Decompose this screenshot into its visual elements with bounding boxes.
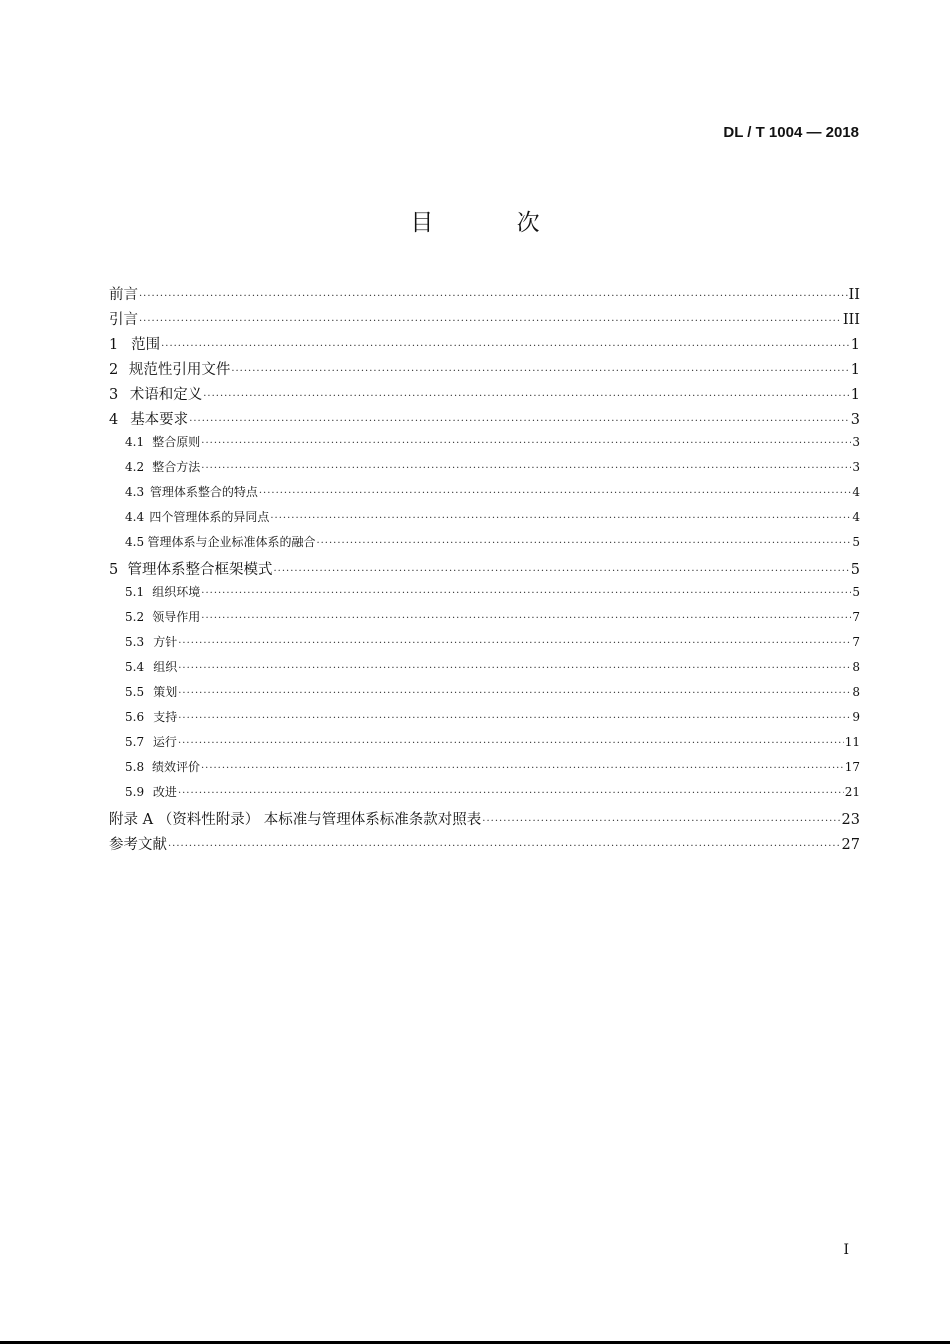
toc-entry-label: 四个管理体系的异同点	[149, 510, 270, 524]
toc-entry-page: 3	[852, 435, 860, 449]
toc-entry[interactable]	[109, 708, 860, 733]
toc-entry-number: 5.5	[125, 685, 145, 699]
toc-entry-page: 3	[850, 412, 860, 428]
toc-entry-number: 5.3	[125, 635, 145, 649]
toc-entry[interactable]	[109, 483, 860, 508]
toc-leader-dots	[178, 788, 844, 799]
toc-entry-number: 5.8	[125, 760, 145, 774]
toc-entry[interactable]	[109, 458, 860, 483]
toc-entry-label: 运行	[152, 735, 177, 749]
toc-entry[interactable]	[109, 308, 860, 333]
toc-entry-label: 策划	[153, 685, 178, 699]
toc-entry-page: 4	[852, 485, 860, 499]
toc-entry-label: 领导作用	[152, 610, 201, 624]
toc-entry-page: 1	[850, 362, 860, 378]
toc-entry-number: 5.9	[125, 785, 145, 799]
toc-entry[interactable]	[109, 508, 860, 533]
toc-entry-number: 4.2	[125, 460, 145, 474]
toc-entry-label: 组织	[153, 660, 178, 674]
toc-entry[interactable]	[109, 733, 860, 758]
page-number: I	[843, 1242, 849, 1258]
toc-entry[interactable]	[109, 758, 860, 783]
toc-leader-dots	[273, 566, 849, 577]
toc-entry[interactable]	[109, 408, 860, 433]
toc-entry-number: 1	[109, 337, 119, 353]
toc-entry[interactable]	[109, 433, 860, 458]
toc-entry[interactable]	[109, 783, 860, 808]
toc-entry[interactable]	[109, 833, 860, 858]
toc-title: 目 次	[410, 210, 578, 236]
toc-entry-page: 17	[844, 760, 860, 774]
toc-leader-dots	[201, 463, 851, 474]
toc-entry[interactable]	[109, 533, 860, 558]
toc-entry-page: 4	[852, 510, 860, 524]
toc-leader-dots	[259, 488, 852, 499]
toc-entry[interactable]	[109, 583, 860, 608]
toc-leader-dots	[178, 688, 851, 699]
toc-entry-label: 管理体系整合框架模式	[127, 562, 273, 578]
toc-leader-dots	[201, 763, 844, 774]
toc-entry-page: 7	[852, 610, 860, 624]
toc-leader-dots	[178, 738, 844, 749]
toc-entry-label: 附录 A （资料性附录） 本标准与管理体系标准条款对照表	[109, 812, 482, 828]
toc-leader-dots	[168, 841, 841, 852]
toc-entry-page: 1	[850, 387, 860, 403]
toc-entry-number: 3	[109, 387, 119, 403]
toc-entry-label: 规范性引用文件	[128, 362, 231, 378]
toc-entry-label: 术语和定义	[129, 387, 203, 403]
toc-entry-number: 5.2	[125, 610, 145, 624]
toc-entry-label: 基本要求	[130, 412, 189, 428]
toc-entry-label: 组织环境	[152, 585, 201, 599]
toc-entry-label: 范围	[131, 337, 161, 353]
toc-leader-dots	[203, 391, 850, 402]
toc-entry-page: 11	[844, 735, 860, 749]
toc-leader-dots	[139, 291, 848, 302]
toc-leader-dots	[178, 713, 851, 724]
toc-entry[interactable]	[109, 633, 860, 658]
toc-entry[interactable]	[109, 808, 860, 833]
toc-entry-number: 4.3	[125, 485, 145, 499]
toc-entry-page: 8	[852, 660, 860, 674]
toc-entry-page: 23	[841, 812, 860, 828]
toc-entry[interactable]	[109, 383, 860, 408]
toc-entry-label: 整合方法	[152, 460, 201, 474]
standard-code: DL / T 1004 — 2018	[723, 124, 859, 141]
toc-entry-page: 8	[852, 685, 860, 699]
toc-entry[interactable]	[109, 683, 860, 708]
toc-entry-page: 5	[850, 562, 860, 578]
toc-entry-label: 引言	[109, 312, 138, 328]
toc-entry-number: 5.6	[125, 710, 145, 724]
toc-leader-dots	[270, 513, 851, 524]
toc-leader-dots	[201, 613, 851, 624]
toc-entry-label: 方针	[153, 635, 178, 649]
toc-entry-page: III	[842, 312, 860, 328]
toc-entry-label: 参考文献	[109, 837, 167, 853]
toc-leader-dots	[316, 538, 851, 549]
toc-entry[interactable]	[109, 333, 860, 358]
toc-leader-dots	[189, 416, 850, 427]
toc-entry[interactable]	[109, 608, 860, 633]
toc-entry-number: 4.4	[125, 510, 145, 524]
toc-leader-dots	[231, 366, 849, 377]
toc-entry-page: 1	[850, 337, 860, 353]
toc-entry-label: 管理体系与企业标准体系的融合	[147, 535, 316, 549]
toc-entry-label: 改进	[152, 785, 177, 799]
toc-entry-number: 5.4	[125, 660, 145, 674]
toc-leader-dots	[139, 316, 842, 327]
toc-entry-label: 前言	[109, 287, 138, 303]
toc-entry-label: 支持	[153, 710, 178, 724]
table-of-contents	[109, 283, 860, 858]
toc-entry[interactable]	[109, 558, 860, 583]
toc-entry[interactable]	[109, 283, 860, 308]
toc-entry[interactable]	[109, 358, 860, 383]
toc-entry-page: 21	[844, 785, 860, 799]
toc-entry-number: 4	[109, 412, 119, 428]
toc-entry-number: 5.1	[125, 585, 145, 599]
toc-entry[interactable]	[109, 658, 860, 683]
toc-entry-page: 3	[852, 460, 860, 474]
toc-leader-dots	[201, 588, 851, 599]
toc-leader-dots	[178, 638, 851, 649]
toc-entry-number: 2	[109, 362, 119, 378]
toc-entry-label: 绩效评价	[151, 760, 200, 774]
toc-entry-page: 9	[852, 710, 860, 724]
toc-entry-label: 整合原则	[152, 435, 201, 449]
toc-entry-page: 5	[852, 535, 860, 549]
toc-leader-dots	[178, 663, 851, 674]
toc-entry-label: 管理体系整合的特点	[149, 485, 258, 499]
toc-entry-page: 7	[852, 635, 860, 649]
toc-entry-number: 4.5	[125, 535, 145, 549]
toc-entry-number: 5.7	[125, 735, 145, 749]
toc-entry-number: 5	[109, 562, 119, 578]
toc-leader-dots	[161, 341, 850, 352]
toc-entry-page: 27	[841, 837, 860, 853]
toc-leader-dots	[482, 816, 840, 827]
toc-entry-number: 4.1	[125, 435, 145, 449]
toc-entry-page: 5	[852, 585, 860, 599]
toc-entry-page: II	[848, 287, 860, 303]
toc-leader-dots	[201, 438, 851, 449]
